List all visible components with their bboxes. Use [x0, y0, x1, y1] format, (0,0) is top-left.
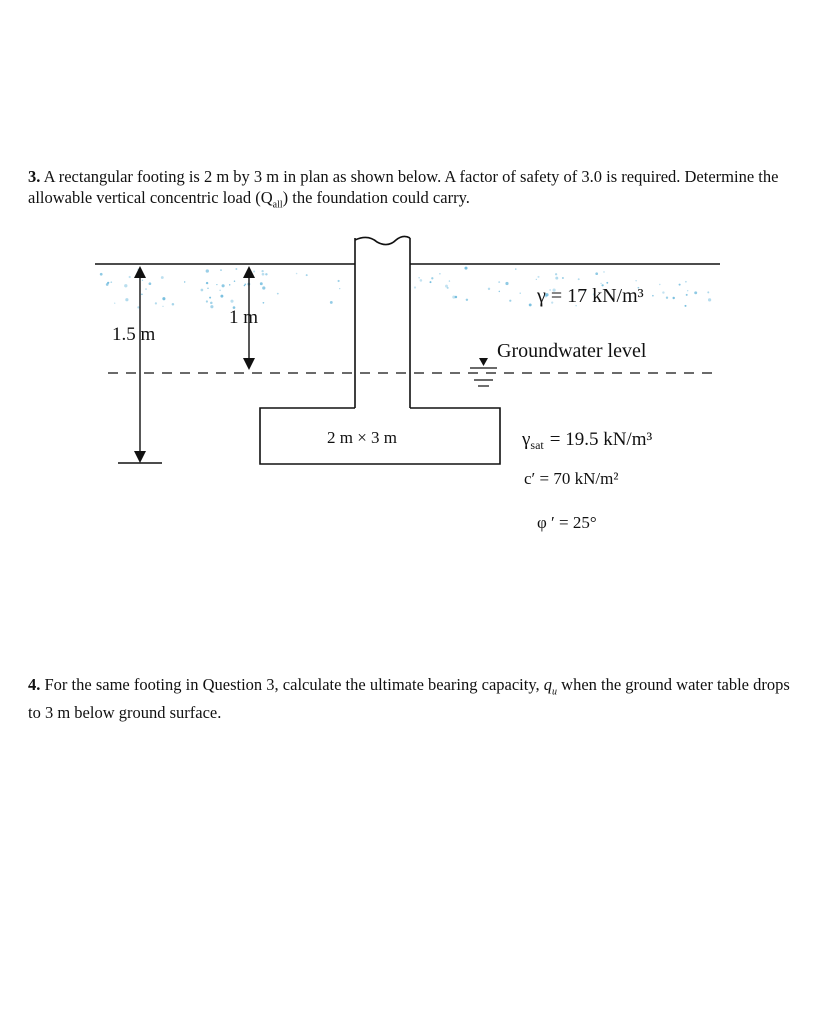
soil-dot: [161, 276, 164, 279]
soil-dot: [600, 283, 601, 284]
soil-dot: [635, 280, 636, 281]
soil-dot: [114, 303, 115, 304]
soil-dot: [201, 289, 204, 292]
soil-dot: [330, 301, 333, 304]
gamma-sat-symbol: γ: [522, 429, 531, 450]
soil-dot: [253, 270, 255, 272]
soil-dot: [235, 268, 237, 270]
soil-dot: [184, 281, 185, 282]
soil-dot: [466, 299, 468, 301]
soil-dot: [339, 288, 340, 289]
question-4: [28, 674, 798, 723]
gamma-sat-subscript: sat: [530, 438, 544, 452]
soil-dot: [578, 278, 580, 280]
question-3-text: A rectangular footing is 2 m by 3 m in plan as shown below. A factor of safety of 3.0 is required. Determine the allowable vertical concentric load (Q: [28, 167, 779, 207]
soil-dot: [262, 273, 265, 276]
soil-dot: [707, 291, 709, 293]
soil-dot: [262, 286, 265, 289]
groundwater-label: Groundwater level: [497, 340, 647, 362]
question-3-number: 3.: [28, 167, 41, 186]
soil-dot: [210, 305, 213, 308]
soil-dot: [145, 288, 147, 290]
soil-dot: [124, 284, 127, 287]
soil-dot: [296, 273, 298, 275]
gamma-above-label: γ = 17 kN/m³: [537, 285, 644, 307]
soil-dot: [414, 286, 416, 288]
depth-total-label: 1.5 m: [112, 324, 156, 345]
soil-dot: [509, 300, 511, 302]
soil-dot: [209, 297, 211, 299]
soil-dot: [652, 295, 654, 297]
soil-dot: [261, 270, 263, 272]
soil-dot: [220, 269, 222, 271]
soil-dot: [107, 282, 109, 284]
soil-dot: [220, 295, 223, 298]
question-3-text-end: ) the foundation could carry.: [282, 188, 470, 207]
soil-dot: [229, 284, 230, 285]
soil-dot: [536, 279, 537, 280]
soil-dot: [498, 281, 500, 283]
soil-dot: [420, 279, 423, 282]
soil-dot: [439, 273, 441, 275]
soil-dot: [244, 285, 245, 286]
soil-dot: [555, 277, 558, 280]
soil-dot: [149, 282, 152, 285]
gamma-sat-value: = 19.5 kN/m³: [549, 429, 653, 450]
soil-dot: [338, 280, 340, 282]
soil-dot: [265, 273, 267, 275]
cohesion-label: c′ = 70 kN/m²: [524, 469, 619, 488]
soil-dot: [260, 282, 263, 285]
soil-dot: [606, 282, 608, 284]
soil-dot: [125, 298, 128, 301]
soil-dot: [234, 280, 236, 282]
soil-dot: [172, 303, 175, 306]
soil-dot: [162, 306, 163, 307]
soil-dot: [515, 268, 516, 269]
gamma-sat-label: [521, 429, 652, 452]
soil-dot: [464, 267, 467, 270]
soil-dot: [685, 281, 687, 283]
soil-dot: [603, 271, 604, 272]
soil-dot: [230, 300, 233, 303]
soil-dot: [686, 294, 688, 296]
soil-dot: [595, 272, 598, 275]
friction-angle-label: φ ′ = 25°: [537, 513, 597, 532]
soil-dot: [672, 297, 674, 299]
soil-dot: [708, 298, 711, 301]
soil-dot: [687, 290, 688, 291]
soil-dot: [110, 281, 112, 283]
question-4-q-symbol: q: [543, 675, 553, 694]
soil-dot: [207, 288, 208, 289]
dimension-arrow-1-5m: [118, 266, 162, 463]
soil-dot: [529, 303, 532, 306]
soil-dot: [562, 277, 564, 279]
soil-dot: [155, 302, 157, 304]
question-3-subscript: all: [272, 199, 283, 211]
soil-dot: [449, 280, 450, 281]
soil-dot: [505, 282, 508, 285]
soil-dot: [142, 280, 143, 281]
soil-dot: [430, 281, 432, 283]
soil-dot: [206, 300, 208, 302]
soil-dot: [162, 297, 165, 300]
soil-dot: [679, 284, 681, 286]
soil-dot: [216, 284, 217, 285]
question-4-number: 4.: [28, 675, 41, 694]
soil-dot: [694, 291, 697, 294]
soil-dot: [206, 282, 208, 284]
soil-dot: [555, 273, 557, 275]
soil-dot: [659, 284, 660, 285]
soil-dot: [137, 306, 139, 308]
soil-dot: [129, 276, 131, 278]
soil-dot: [520, 293, 521, 294]
depth-water-label: 1 m: [229, 307, 259, 328]
soil-dot: [100, 273, 103, 276]
soil-dot: [431, 277, 433, 279]
soil-dot: [219, 290, 220, 291]
soil-dot: [666, 297, 668, 299]
soil-dot: [499, 291, 501, 293]
soil-dot: [263, 302, 265, 304]
footing-size-label: 2 m × 3 m: [327, 428, 398, 447]
question-4-q-subscript: u: [552, 686, 558, 698]
column: [355, 236, 410, 408]
water-table-symbol: [470, 358, 497, 386]
soil-dot: [222, 284, 225, 287]
soil-dot: [455, 296, 458, 299]
question-4-text-end: when the ground water table drops to 3 m below ground surface.: [28, 675, 790, 723]
soil-dot: [418, 277, 419, 278]
soil-dot: [210, 302, 213, 305]
soil-dot: [537, 276, 539, 278]
soil-dot: [662, 291, 664, 293]
soil-dot: [277, 293, 279, 295]
soil-dot: [488, 288, 490, 290]
soil-dot: [684, 305, 686, 307]
soil-dot: [206, 269, 209, 272]
soil-dot: [445, 285, 448, 288]
soil-dot: [306, 274, 308, 276]
question-4-text: For the same footing in Question 3, calculate the ultimate bearing capacity,: [40, 675, 544, 694]
soil-dot: [141, 293, 143, 295]
